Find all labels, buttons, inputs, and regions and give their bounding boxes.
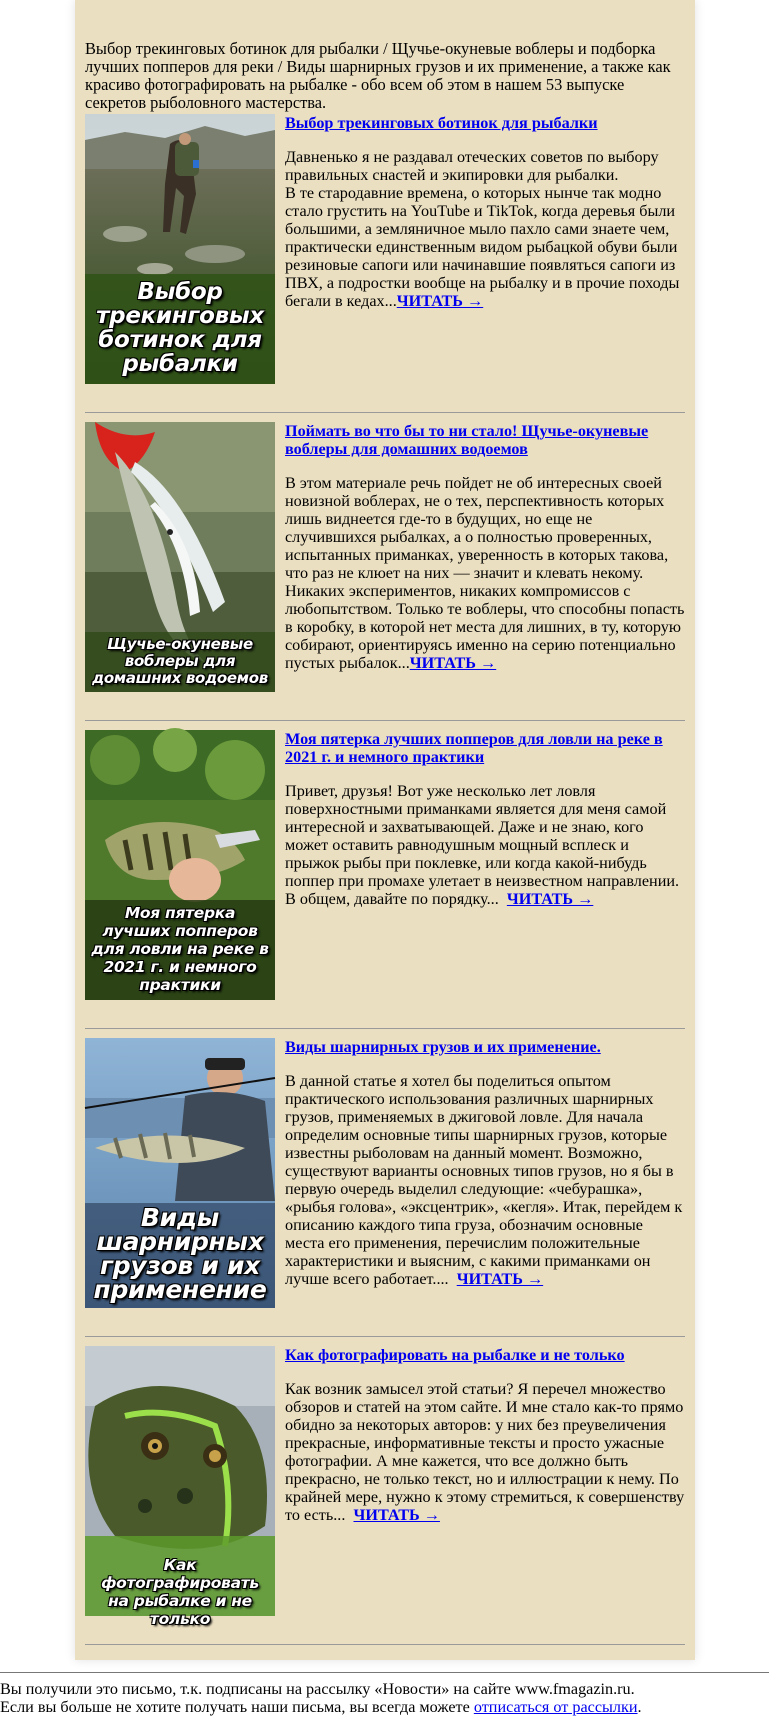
footer [0,1680,769,1716]
article-image-poppers[interactable] [85,730,275,1000]
divider [85,1644,685,1645]
subscription-notice: Вы получили это письмо, т.к. подписаны на рассылку «Новости» на сайте www.fmagazin.ru. [0,1680,635,1698]
excerpt-text: Привет, друзья! Вот уже несколько лет ловля поверхностными приманками является для меня самой интересной и захватывающей. Даже и не знаю, кого может оставить равнодушным мощный всплеск и прыжок рыбы при поклевке, или когда какой-нибудь поппер при промахе улетает в неизвестном направлении. В общем, давайте по порядку... [285,782,684,908]
article-image-wobblers[interactable] [85,422,275,692]
article-text [285,1038,685,1288]
article-excerpt [285,782,685,908]
image-caption: Виды шарнирных грузов и их применение [93,1203,267,1304]
article-text [285,114,685,310]
read-more-link[interactable]: ЧИТАТЬ → [396,292,484,310]
unsubscribe-line [0,1698,769,1716]
article-title-link[interactable]: Как фотографировать на рыбалке и не только [285,1346,625,1364]
article-title-link[interactable]: Поймать во что бы то ни стало! Щучье-окуневые воблеры для домашних водоемов [285,422,649,458]
divider [85,1028,685,1029]
read-more-link[interactable]: ЧИТАТЬ → [456,1270,544,1288]
read-more-link[interactable]: ЧИТАТЬ → [353,1506,440,1524]
article-text [285,422,685,672]
excerpt-text: Давненько я не раздавал отеческих советов по выбору правильных снастей и экипировки для рыбалки. В те стародавние времена, о которых нынче так модно стало грустить на YouTube и TikTok, когда деревья были большими, а земляничное мыло пахло сами знаете чем, практически единственным видом рыбацкой обуви были резиновые сапоги или начинавшие появляться сапоги из ПВХ, а подростки вообще на рыбалку и в прочие походы бегали в кедах... [285,148,680,310]
article-excerpt [285,474,685,672]
unsubscribe-prefix: Если вы больше не хотите получать наши письма, вы всегда можете [0,1698,474,1716]
article-text [285,730,685,908]
excerpt-text: В данной статье я хотел бы поделиться опытом практического использования различных шарнирных грузов, применяемых в джиговой ловле. Для начала определим основные типы шарнирных грузов, которые известны рыболовам на данный момент. Возможно, существуют варианты основных типов грузов, но я бы в первую очередь выделил следующие: «чебурашка», «рыбья голова», «эксцентрик», «кегля». Итак, перейдем к описанию каждого типа груза, обозначим основные места его применения, перечислим положительные характеристики и выясним, с какими приманками он лучше всего работает.... [285,1072,687,1288]
image-caption: Щучье-окуневые воблеры для домашних водоемов [92,635,268,687]
newsletter-card [75,0,695,1660]
image-caption: Как фотографировать на рыбалке и не только [101,1556,259,1628]
article-image-photography[interactable] [85,1346,275,1628]
article-excerpt [285,148,685,310]
excerpt-text: Как возник замысел этой статьи? Я перечел множество обзоров и статей на этом сайте. И мне стало как-то прямо обидно за некоторых авторов: у них без преувеличения прекрасные, информативные тексты и просто ужасные фотографии. А мне кажется, что все должно быть прекрасно, не только текст, но и иллюстрации к нему. По крайней мере, нужно к этому стремиться, к совершенству то есть... [285,1380,689,1524]
article-title-link[interactable]: Моя пятерка лучших попперов для ловли на реке в 2021 г. и немного практики [285,730,663,766]
image-caption: Моя пятерка лучших попперов для ловли на реке в 2021 г. и немного практики [91,904,269,994]
read-more-link[interactable]: ЧИТАТЬ → [506,890,594,908]
image-caption: Выбор трекинговых ботинок для рыбалки [96,279,264,377]
unsubscribe-suffix: . [637,1698,642,1716]
footer-divider [0,1672,769,1673]
divider [85,412,685,413]
article-excerpt [285,1072,685,1288]
divider [85,1336,685,1337]
article-title-link[interactable]: Виды шарнирных грузов и их применение. [285,1038,601,1056]
unsubscribe-link[interactable]: отписаться от рассылки [473,1698,638,1716]
article-text [285,1346,689,1524]
divider [85,720,685,721]
read-more-link[interactable]: ЧИТАТЬ → [409,654,497,672]
article-excerpt [285,1380,689,1524]
excerpt-text: В этом материале речь пойдет не об интересных своей новизной воблерах, не о тех, перспективность которых лишь виднеется где-то в будущих, но еще не случившихся рыбалках, а о полностью проверенных, испытанных приманках, уверенность в которых такова, что раз не клюет на них — значит и клевать некому. Никаких экспериментов, никаких компромиссов с любопытством. Только те воблеры, что способны попасть в коробку, в которой нет места для лишних, в ту, которую собирают, ориентируясь именно на серию потенциально пустых рыбалок... [285,474,685,672]
article-image-boots[interactable] [85,114,275,384]
article-image-weights[interactable] [85,1038,275,1308]
article-title-link[interactable]: Выбор трекинговых ботинок для рыбалки [285,114,598,132]
newsletter-intro: Выбор трекинговых ботинок для рыбалки / Щучье-окуневые воблеры и подборка лучших попперов для реки / Виды шарнирных грузов и их применение, а также как красиво фотографировать на рыбалке - обо всем об этом в нашем 53 выпуске секретов рыболовного мастерства. [85,39,671,113]
